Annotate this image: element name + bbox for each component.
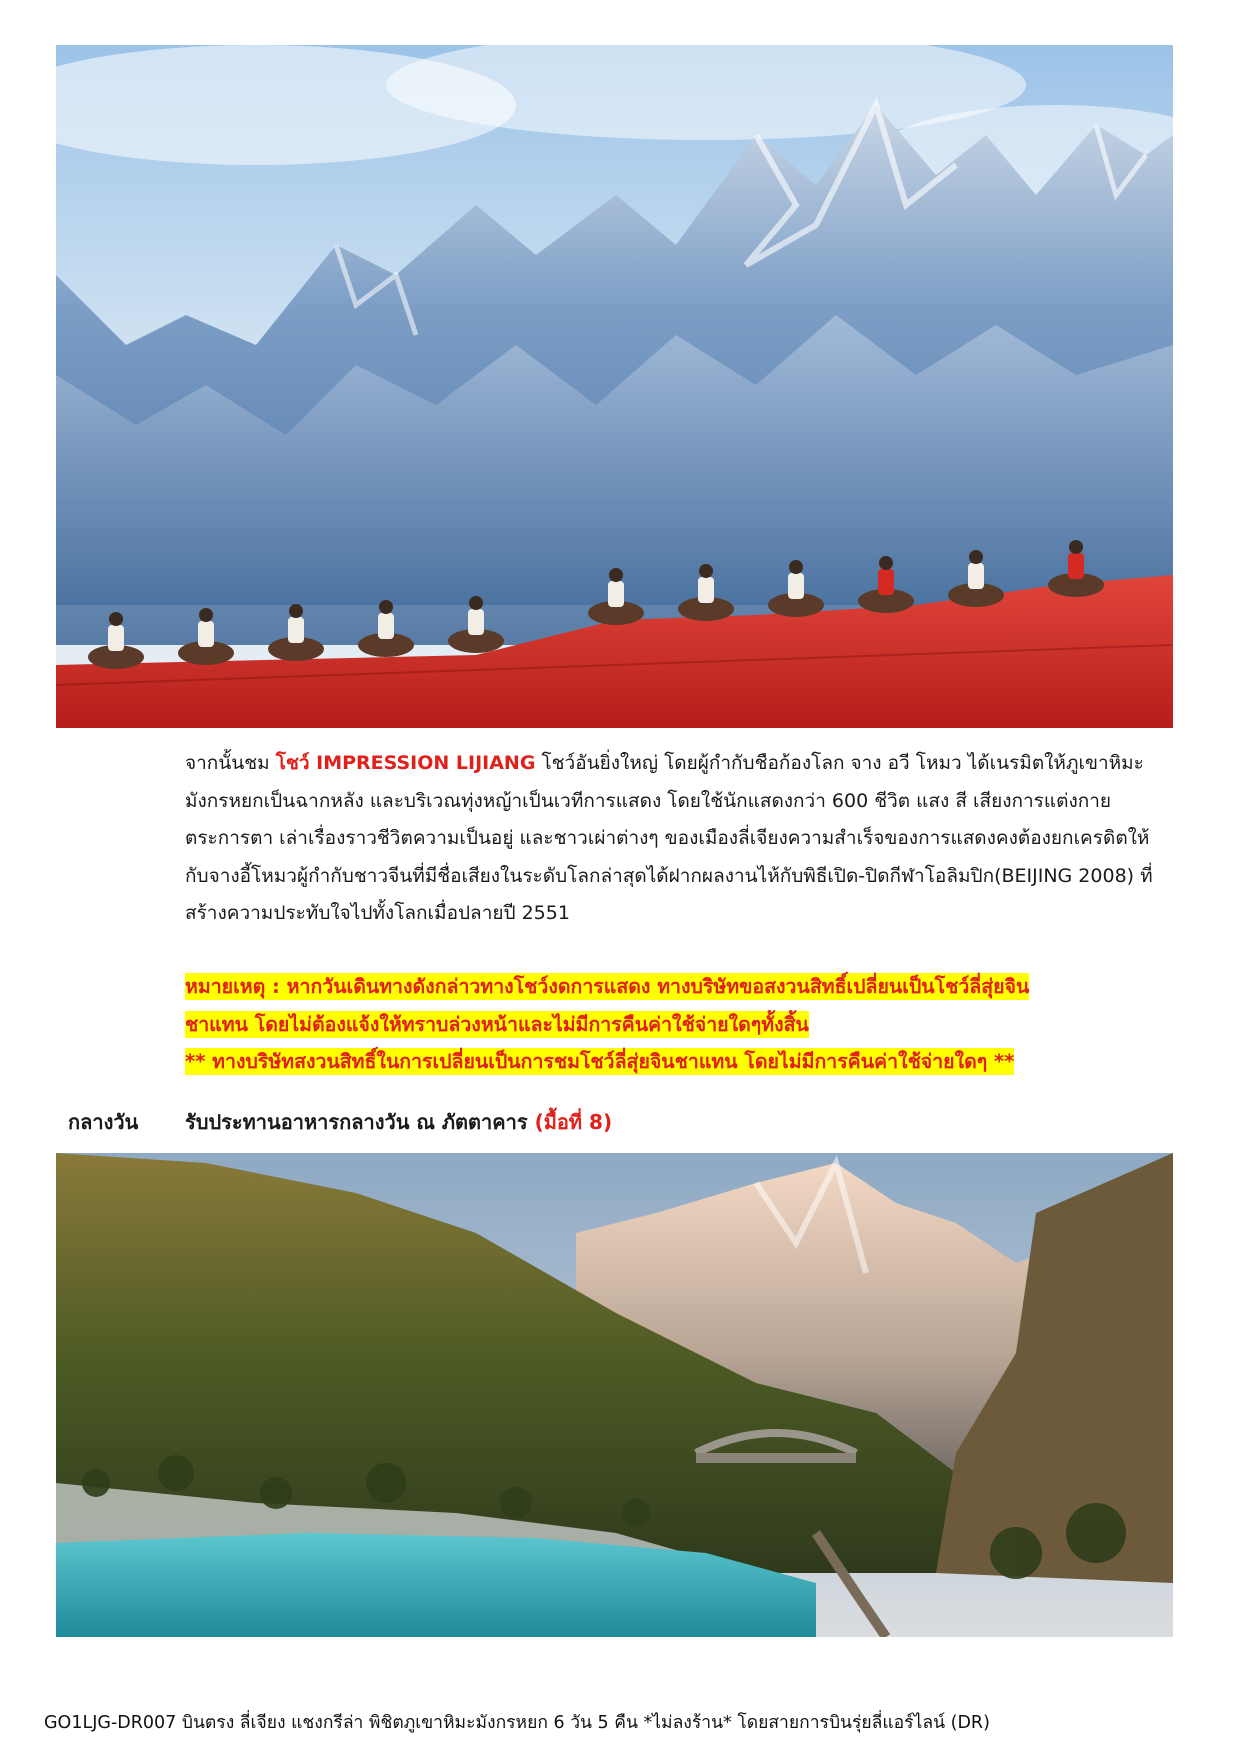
meal-number: (มื้อที่ 8) xyxy=(534,1110,613,1134)
meal-text: รับประทานอาหารกลางวัน ณ ภัตตาคาร xyxy=(185,1110,535,1134)
note-line-2: ชาแทน โดยไม่ต้องแจ้งให้ทราบล่วงหน้าและไม่มีการคืนค่าใช้จ่ายใดๆทั้งสิ้น xyxy=(185,1012,809,1036)
para-prefix: จากนั้นชม xyxy=(185,752,276,774)
remark-note xyxy=(185,968,1170,1081)
blue-moon-valley-photo xyxy=(56,1153,1173,1637)
note-line-3: ** ทางบริษัทสงวนสิทธิ์ในการเปลี่ยนเป็นการชมโชว์ลี่สุ่ยจินชาแทน โดยไม่มีการคืนค่าใช้จ่ายใดๆ ** xyxy=(185,1050,1015,1073)
show-name-highlight: โชว์ IMPRESSION LIJIANG xyxy=(275,752,536,774)
impression-lijiang-photo xyxy=(56,45,1173,728)
page-footer: GO1LJG-DR007 บินตรง ลี่เจียง แชงกรีล่า พิชิตภูเขาหิมะมังกรหยก 6 วัน 5 คืน *ไม่ลงร้าน* โดยสายการบินรุ่ยลี่แอร์ไลน์ (DR) xyxy=(44,1713,990,1733)
para-body: โชว์อันยิ่งใหญ่ โดยผู้กำกับชือก้องโลก จาง อวี โหมว ได้เนรมิตให้ภูเขาหิมะมังกรหยกเป็นฉากหลัง และบริเวณทุ่งหญ้าเป็นเวทีการแสดง โดยใช้นักแสดงกว่า 600 ชีวิต แสง สี เสียงการแต่งกายตระการตา เล่าเรื่องราวชีวิตความเป็นอยู่ และชาวเผ่าต่างๆ ของเมืองลี่เจียงความสำเร็จของการแสดงคงต้องยกเครดิตให้กับจางอี้โหมวผู้กำกับชาวจีนที่มีชื่อเสียงในระดับโลกล่าสุดได้ฝากผลงานไห้กับพิธีเปิด-ปิดกีฬาโอลิมปิก(BEIJING 2008) ที่สร้างความประทับใจไปทั้งโลกเมื่อปลายปี 2551 xyxy=(185,752,1153,924)
meal-time-label: กลางวัน xyxy=(68,1110,139,1134)
meal-description xyxy=(185,1106,612,1138)
note-line-1: หมายเหตุ : หากวันเดินทางดังกล่าวทางโชว์งดการแสดง ทางบริษัทขอสงวนสิทธิ์เปลี่ยนเป็นโชว์ลี่สุ่ยจิน xyxy=(185,975,1030,998)
show-description xyxy=(185,745,1170,933)
